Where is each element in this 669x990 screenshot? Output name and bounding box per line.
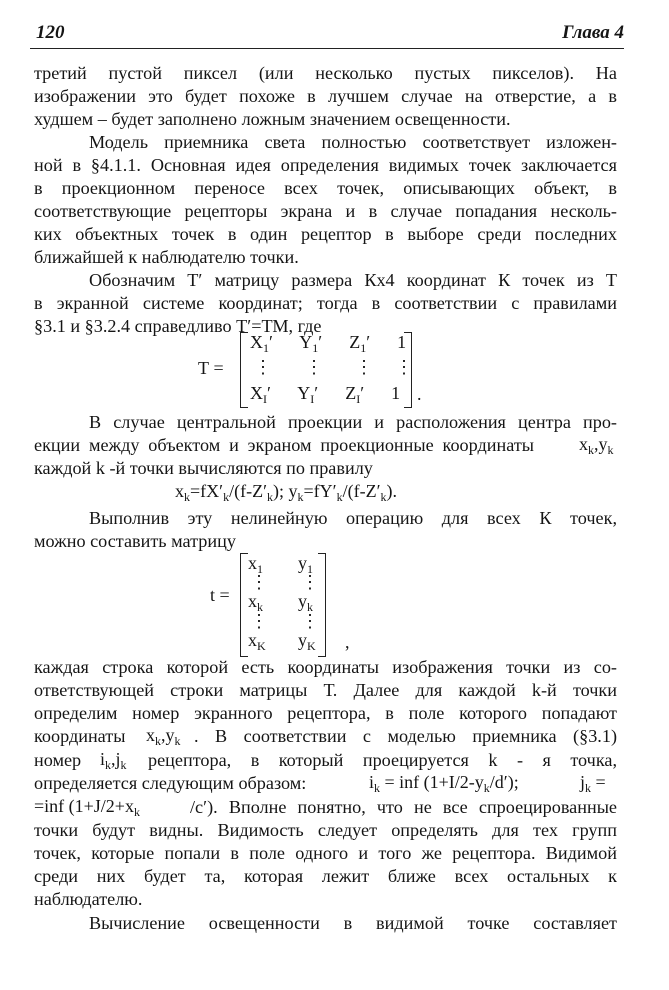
inline-jk-formula: =inf ($1+J/2+x_k$ xyxy=(34,796,140,819)
text-line: координаты xyxy=(34,726,126,746)
text-line: ответствующей строки матрицы Т. Далее для каждой k-й точки xyxy=(34,680,617,700)
matrix-T-dots: ⋮ xyxy=(395,357,413,377)
matrix-T-row-1: $X_1'$ $Y_1'$ $Z_1'$ 1 xyxy=(250,332,407,355)
matrix-t-dots: ⋮ xyxy=(301,572,319,592)
text-line: Выполнив эту нелинейную операцию для всех К точек, xyxy=(89,508,617,528)
text-line: можно составить матрицу xyxy=(34,531,236,551)
text-line: определяется следующим образом: xyxy=(34,773,307,793)
text-line: худшем – будет заполнено ложным значением освещенности. xyxy=(34,109,511,129)
chapter-title: Глава 4 xyxy=(562,22,624,43)
text-line: в экранной системе координат; тогда в соответствии с правилами xyxy=(34,293,617,313)
text-line: номер xyxy=(34,750,82,770)
text-line: ких объектных точек в один рецептор в выборе среди последних xyxy=(34,224,617,244)
inline-xk-yk: $x_k,y_k$ xyxy=(146,725,181,748)
inline-jk-label: $j_k$ = xyxy=(580,772,606,795)
inline-ik-jk: $i_k,j_k$ xyxy=(100,749,127,772)
matrix-T-dots: ⋮ xyxy=(254,357,272,377)
text-line: изображении это будет похоже в лучшем случае на отверстие, а в xyxy=(34,86,617,106)
matrix-t-dots: ⋮ xyxy=(250,572,268,592)
text-line: Вычисление освещенности в видимой точке составляет xyxy=(89,913,617,933)
matrix-T-label: Т = xyxy=(198,358,224,378)
matrix-t-row-K: $x_K$ xyxy=(248,630,266,653)
projection-formula: $x_k=fX'_k/(f-Z'_k)$; $y_k=fY'_k/(f-Z'_k)$. xyxy=(175,481,398,504)
text-line: наблюдателю. xyxy=(34,889,143,909)
matrix-T-left-bracket xyxy=(240,332,248,408)
text-line: ной в §4.1.1. Основная идея определения видимых точек заключается xyxy=(34,155,617,175)
matrix-t-dots: ⋮ xyxy=(301,611,319,631)
text-line: каждой k -й точки вычисляются по правилу xyxy=(34,458,373,478)
page-header xyxy=(30,18,624,48)
matrix-t-row-k: $x_k$ xyxy=(248,591,263,614)
text-line: В случае центральной проекции и расположения центра про- xyxy=(89,412,617,432)
text-line: третий пустой пиксел (или несколько пустых пикселов). На xyxy=(34,63,617,83)
text-line: Модель приемника света полностью соответствует изложен- xyxy=(89,132,617,152)
matrix-T-dots: ⋮ xyxy=(355,357,373,377)
text-line: в проекционном переносе всех точек, описывающих объект, в xyxy=(34,178,617,198)
matrix-T-row-I: $X_I'$ $Y_I'$ $Z_I'$ 1 xyxy=(250,383,401,406)
text-line: . В соответствии с моделью приемника (§3.1) xyxy=(194,726,617,746)
text-line: точки будут видны. Видимость следует определять для тех групп xyxy=(34,820,617,840)
text-line: среди них будет та, которая лежит ближе всех остальных к xyxy=(34,866,617,886)
matrix-t-label: t = xyxy=(210,585,230,605)
text-line: соответствующие рецепторы экрана и в случае попадания несколь- xyxy=(34,201,617,221)
text-line: /c′). Вполне понятно, что не все спроецированные xyxy=(190,797,617,817)
text-line: точек, которые попали в поле одного и того же рецептора. Видимой xyxy=(34,843,617,863)
matrix-t-right-bracket xyxy=(318,553,326,657)
inline-xk-yk: $x_k,y_k$ xyxy=(579,434,614,457)
text-line: рецептора, в который проецируется k - я точка, xyxy=(148,750,617,770)
matrix-t-row-k-y: $y_k$ xyxy=(298,591,313,614)
matrix-T-dots: ⋮ xyxy=(305,357,323,377)
text-line: Обозначим Т′ матрицу размера Кх4 координат К точек из Т xyxy=(89,270,617,290)
matrix-t-row-1-y: $y_1$ xyxy=(298,553,313,576)
matrix-t-row-K-y: $y_K$ xyxy=(298,630,316,653)
text-line: каждая строка которой есть координаты изображения точки из со- xyxy=(34,657,617,677)
header-rule xyxy=(30,48,624,49)
text-line: §3.1 и §3.2.4 справедливо Т′=ТМ, где xyxy=(34,316,322,336)
matrix-t-dots: ⋮ xyxy=(250,611,268,631)
matrix-t-left-bracket xyxy=(240,553,248,657)
matrix-T-period: . xyxy=(417,384,422,404)
page-number: 120 xyxy=(36,22,65,43)
matrix-t-comma: , xyxy=(345,632,350,652)
matrix-t-row-1: $x_1$ xyxy=(248,553,263,576)
inline-ik-formula: $i_k$ = inf $(1+I/2-y_k/d')$; xyxy=(369,772,519,795)
text-line: ближайшей к наблюдателю точки. xyxy=(34,247,299,267)
text-line: екции между объектом и экраном проекционные координаты xyxy=(34,435,534,455)
text-line: определим номер экранного рецептора, в поле которого попадают xyxy=(34,703,617,723)
